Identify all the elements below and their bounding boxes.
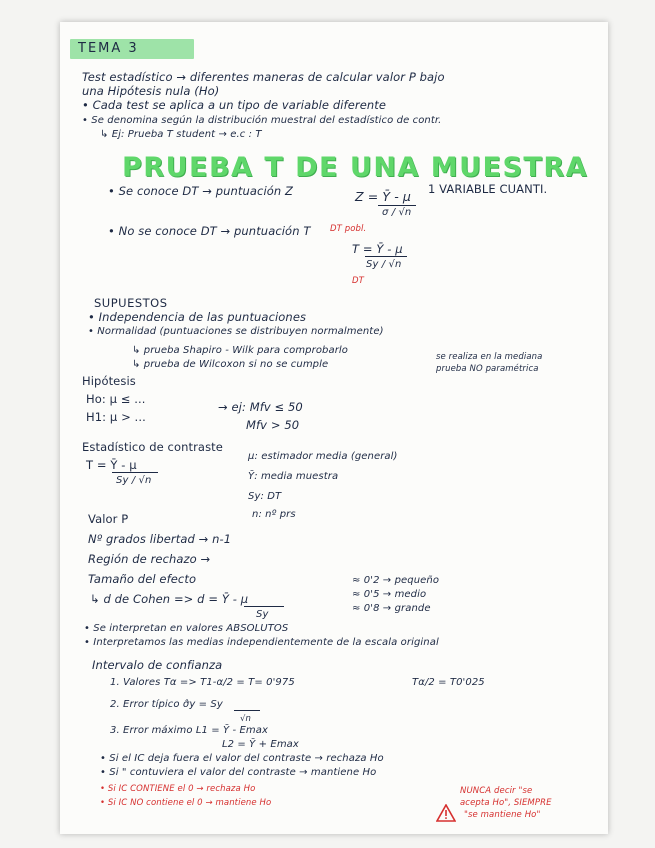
conclusion-4: • Si IC NO contiene el 0 → mantiene Ho bbox=[100, 798, 272, 808]
t-formula-top: T = Ȳ - μ bbox=[352, 242, 403, 256]
section-title: PRUEBA T DE UNA MUESTRA bbox=[122, 152, 588, 183]
tema-tag: TEMA 3 bbox=[78, 41, 139, 56]
wilcoxon-note-a: se realiza en la mediana bbox=[436, 352, 543, 362]
intro-line-3: • Cada test se aplica a un tipo de variable diferente bbox=[82, 98, 387, 112]
ic-step-3b: L2 = Ȳ + Emax bbox=[222, 739, 299, 750]
intro-line-4: • Se denomina según la distribución muestral del estadístico de contr. bbox=[82, 115, 442, 126]
ic-step-2-denominator: √n bbox=[240, 714, 252, 724]
effect-large: ≈ 0'8 → grande bbox=[352, 603, 431, 614]
supuesto-2: • Normalidad (puntuaciones se distribuyen normalmente) bbox=[88, 326, 384, 337]
z-formula-top: Z = Ȳ - μ bbox=[355, 189, 411, 204]
variable-note: 1 VARIABLE CUANTI. bbox=[428, 182, 548, 196]
conclusion-1: • Si el IC deja fuera el valor del contraste → rechaza Ho bbox=[100, 753, 384, 764]
dt-unknown-line: • No se conoce DT → puntuación T bbox=[108, 224, 311, 238]
est-t-bottom: Sy / √n bbox=[116, 475, 152, 486]
intro-line-2: una Hipótesis nula (Ho) bbox=[82, 84, 220, 98]
valor-p: Valor P bbox=[88, 512, 129, 526]
h1-line: H1: μ > ... bbox=[86, 410, 146, 424]
cohen-formula: ↳ d de Cohen => d = Ȳ - μ bbox=[90, 592, 249, 606]
t-formula-bottom: Sy / √n bbox=[366, 259, 402, 270]
ic-step-1b: Tα/2 = T0'025 bbox=[412, 677, 485, 688]
n-definition: n: nº prs bbox=[252, 509, 296, 520]
tamano-efecto: Tamaño del efecto bbox=[88, 572, 197, 586]
conclusion-3: • Si IC CONTIENE el 0 → rechaza Ho bbox=[100, 784, 256, 794]
intro-line-5: ↳ Ej: Prueba T student → e.c : T bbox=[100, 129, 262, 140]
effect-small: ≈ 0'2 → pequeño bbox=[352, 575, 440, 586]
effect-medium: ≈ 0'5 → medio bbox=[352, 589, 427, 600]
hipotesis-heading: Hipótesis bbox=[82, 374, 136, 388]
est-t-top: T = Ȳ - μ bbox=[86, 458, 137, 472]
hipotesis-example-1: → ej: Mfv ≤ 50 bbox=[218, 400, 303, 414]
supuesto-3: ↳ prueba Shapiro - Wilk para comprobarlo bbox=[132, 345, 349, 356]
se-fraction-bar bbox=[234, 710, 260, 711]
dt-pobl-note: DT pobl. bbox=[330, 224, 367, 234]
t-fraction-bar bbox=[365, 256, 407, 257]
hipotesis-example-2: Mfv > 50 bbox=[246, 418, 300, 432]
nunca-note-1: NUNCA decir "se bbox=[460, 786, 533, 796]
supuesto-4: ↳ prueba de Wilcoxon si no se cumple bbox=[132, 359, 329, 370]
cohen-denominator: Sy bbox=[256, 609, 269, 620]
mu-definition: μ: estimador media (general) bbox=[248, 451, 398, 462]
dt-small-note: DT bbox=[352, 276, 364, 286]
nunca-note-3: "se mantiene Ho" bbox=[464, 810, 541, 820]
sy-definition: Sy: DT bbox=[248, 491, 282, 502]
ic-step-2: 2. Error típico σ̂y = Sy bbox=[110, 699, 223, 710]
region-rechazo: Región de rechazo → bbox=[88, 552, 211, 566]
nunca-note-2: acepta Ho", SIEMPRE bbox=[460, 798, 552, 808]
est-fraction-bar bbox=[112, 472, 158, 473]
absolute-values-note: • Se interpretan en valores ABSOLUTOS bbox=[84, 623, 289, 634]
grados-libertad: Nº grados libertad → n-1 bbox=[88, 532, 232, 546]
wilcoxon-note-b: prueba NO paramétrica bbox=[436, 364, 539, 374]
h0-line: Ho: μ ≤ ... bbox=[86, 392, 146, 406]
ybar-definition: Ȳ: media muestra bbox=[248, 471, 339, 482]
intervalo-heading: Intervalo de confianza bbox=[92, 658, 223, 672]
dt-known-line: • Se conoce DT → puntuación Z bbox=[108, 184, 294, 198]
supuestos-heading: SUPUESTOS bbox=[94, 296, 168, 310]
independent-scale-note: • Interpretamos las medias independientemente de la escala original bbox=[84, 637, 439, 648]
supuesto-1: • Independencia de las puntuaciones bbox=[88, 310, 307, 324]
intro-line-1: Test estadístico → diferentes maneras de calcular valor P bajo bbox=[82, 70, 445, 84]
cohen-fraction-bar bbox=[244, 606, 284, 607]
ic-step-1: 1. Valores Tα => T1-α/2 = T= 0'975 bbox=[110, 677, 295, 688]
conclusion-2: • Si " contuviera el valor del contraste → mantiene Ho bbox=[100, 767, 377, 778]
ic-step-3: 3. Error máximo L1 = Ȳ - Emax bbox=[110, 725, 269, 736]
z-formula-bottom: σ / √n bbox=[382, 207, 412, 218]
notes-page bbox=[60, 22, 608, 834]
warning-icon bbox=[436, 804, 456, 822]
estadistico-heading: Estadístico de contraste bbox=[82, 440, 223, 454]
